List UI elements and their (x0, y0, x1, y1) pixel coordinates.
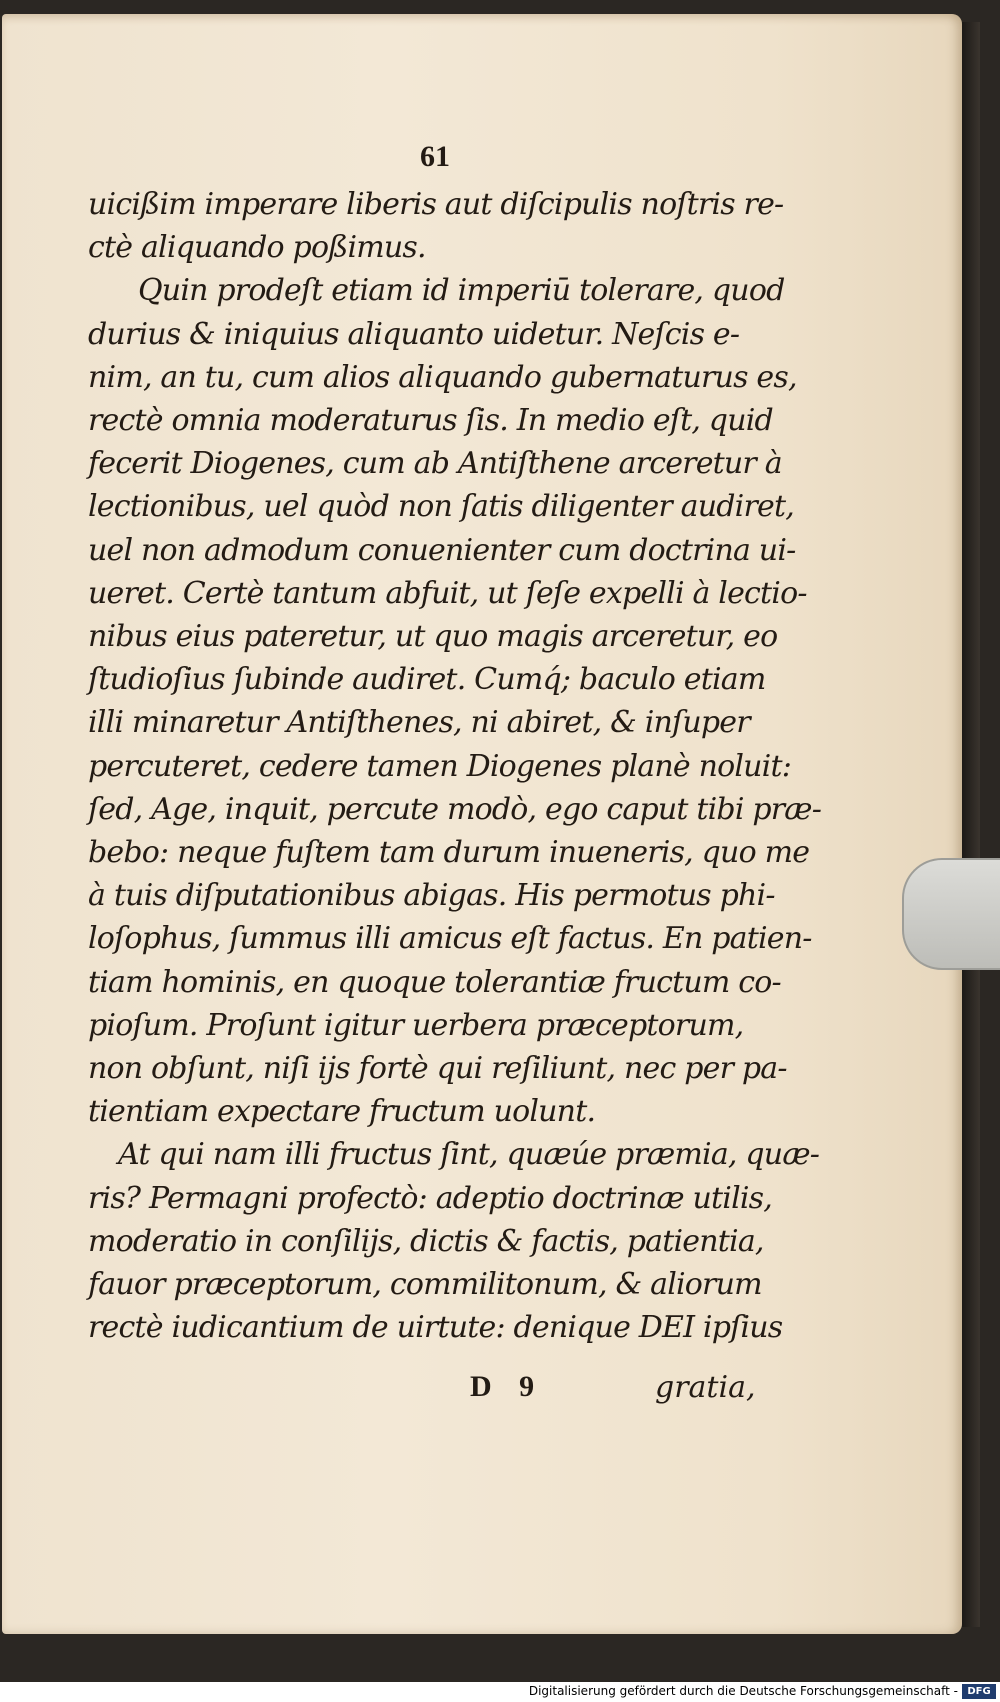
footer-credit: Digitalisierung gefördert durch die Deutsche Forschungsgemeinschaft - (528, 1684, 958, 1698)
text-line: At qui nam illi fructus ſint, quæúe præmia, quæ- (118, 1137, 820, 1173)
text-line: tiam hominis, en quoque tolerantiæ fructum co- (88, 964, 781, 1000)
text-line: ris? Permagni profectò: adeptio doctrinæ utilis, (88, 1180, 773, 1216)
dfg-logo-icon: DFG (962, 1684, 996, 1699)
text-line: bebo: neque fuſtem tam durum inueneris, quo me (88, 835, 810, 871)
text-line: ctè aliquando poßimus. (88, 230, 426, 266)
text-block (88, 183, 822, 1349)
catchword: gratia, (655, 1370, 756, 1405)
text-line: rectè iudicantium de uirtute: denique DEI ipſius (88, 1310, 783, 1346)
text-line: uicißim imperare liberis aut diſcipulis noſtris re- (88, 187, 784, 222)
text-line: Quin prodeſt etiam id imperiū tolerare, quod (138, 273, 785, 309)
text-line: percuteret, cedere tamen Diogenes planè noluit: (88, 748, 792, 784)
text-line: tientiam expectare fructum uolunt. (88, 1094, 596, 1130)
text-line: durius & iniquius aliquanto uidetur. Neſcis e- (88, 316, 740, 352)
text-line: fecerit Diogenes, cum ab Antiſthene arceretur à (88, 446, 782, 482)
text-line: uel non admodum conuenienter cum doctrina ui- (88, 532, 796, 568)
text-line: illi minaretur Antiſthenes, ni abiret, & inſuper (88, 705, 750, 741)
text-line: nibus eius pateretur, ut quo magis arceretur, eo (88, 619, 778, 655)
text-line: rectè omnia moderaturus ſis. In medio eſt, quid (88, 403, 773, 439)
text-line: non obſunt, niſi ijs fortè qui reſiliunt, nec per pa- (88, 1051, 787, 1087)
text-line: nim, an tu, cum alios aliquando gubernaturus es, (88, 359, 797, 395)
text-line: ſed, Age, inquit, percute modò, ego caput tibi præ- (88, 791, 822, 827)
text-line: loſophus, ſummus illi amicus eſt factus. En patien- (88, 921, 812, 957)
text-line: moderatio in conſilijs, dictis & factis, patientia, (88, 1223, 764, 1259)
signature-mark: D 9 (470, 1370, 545, 1403)
text-line: ſtudioſius ſubinde audiret. Cumq́; baculo etiam (88, 662, 766, 698)
text-line: ueret. Certè tantum abfuit, ut ſeſe expelli à lectio- (88, 575, 807, 611)
page-edge (962, 22, 980, 1627)
text-line: à tuis diſputationibus abigas. His permotus phi- (88, 878, 775, 914)
page-number: 61 (420, 140, 450, 173)
text-line: lectionibus, uel quòd non ſatis diligenter audiret, (88, 489, 794, 525)
text-line: fauor præceptorum, commilitonum, & aliorum (88, 1267, 762, 1303)
text-line: pioſum. Proſunt igitur uerbera præceptorum, (88, 1007, 744, 1043)
page-clip (902, 858, 1000, 970)
